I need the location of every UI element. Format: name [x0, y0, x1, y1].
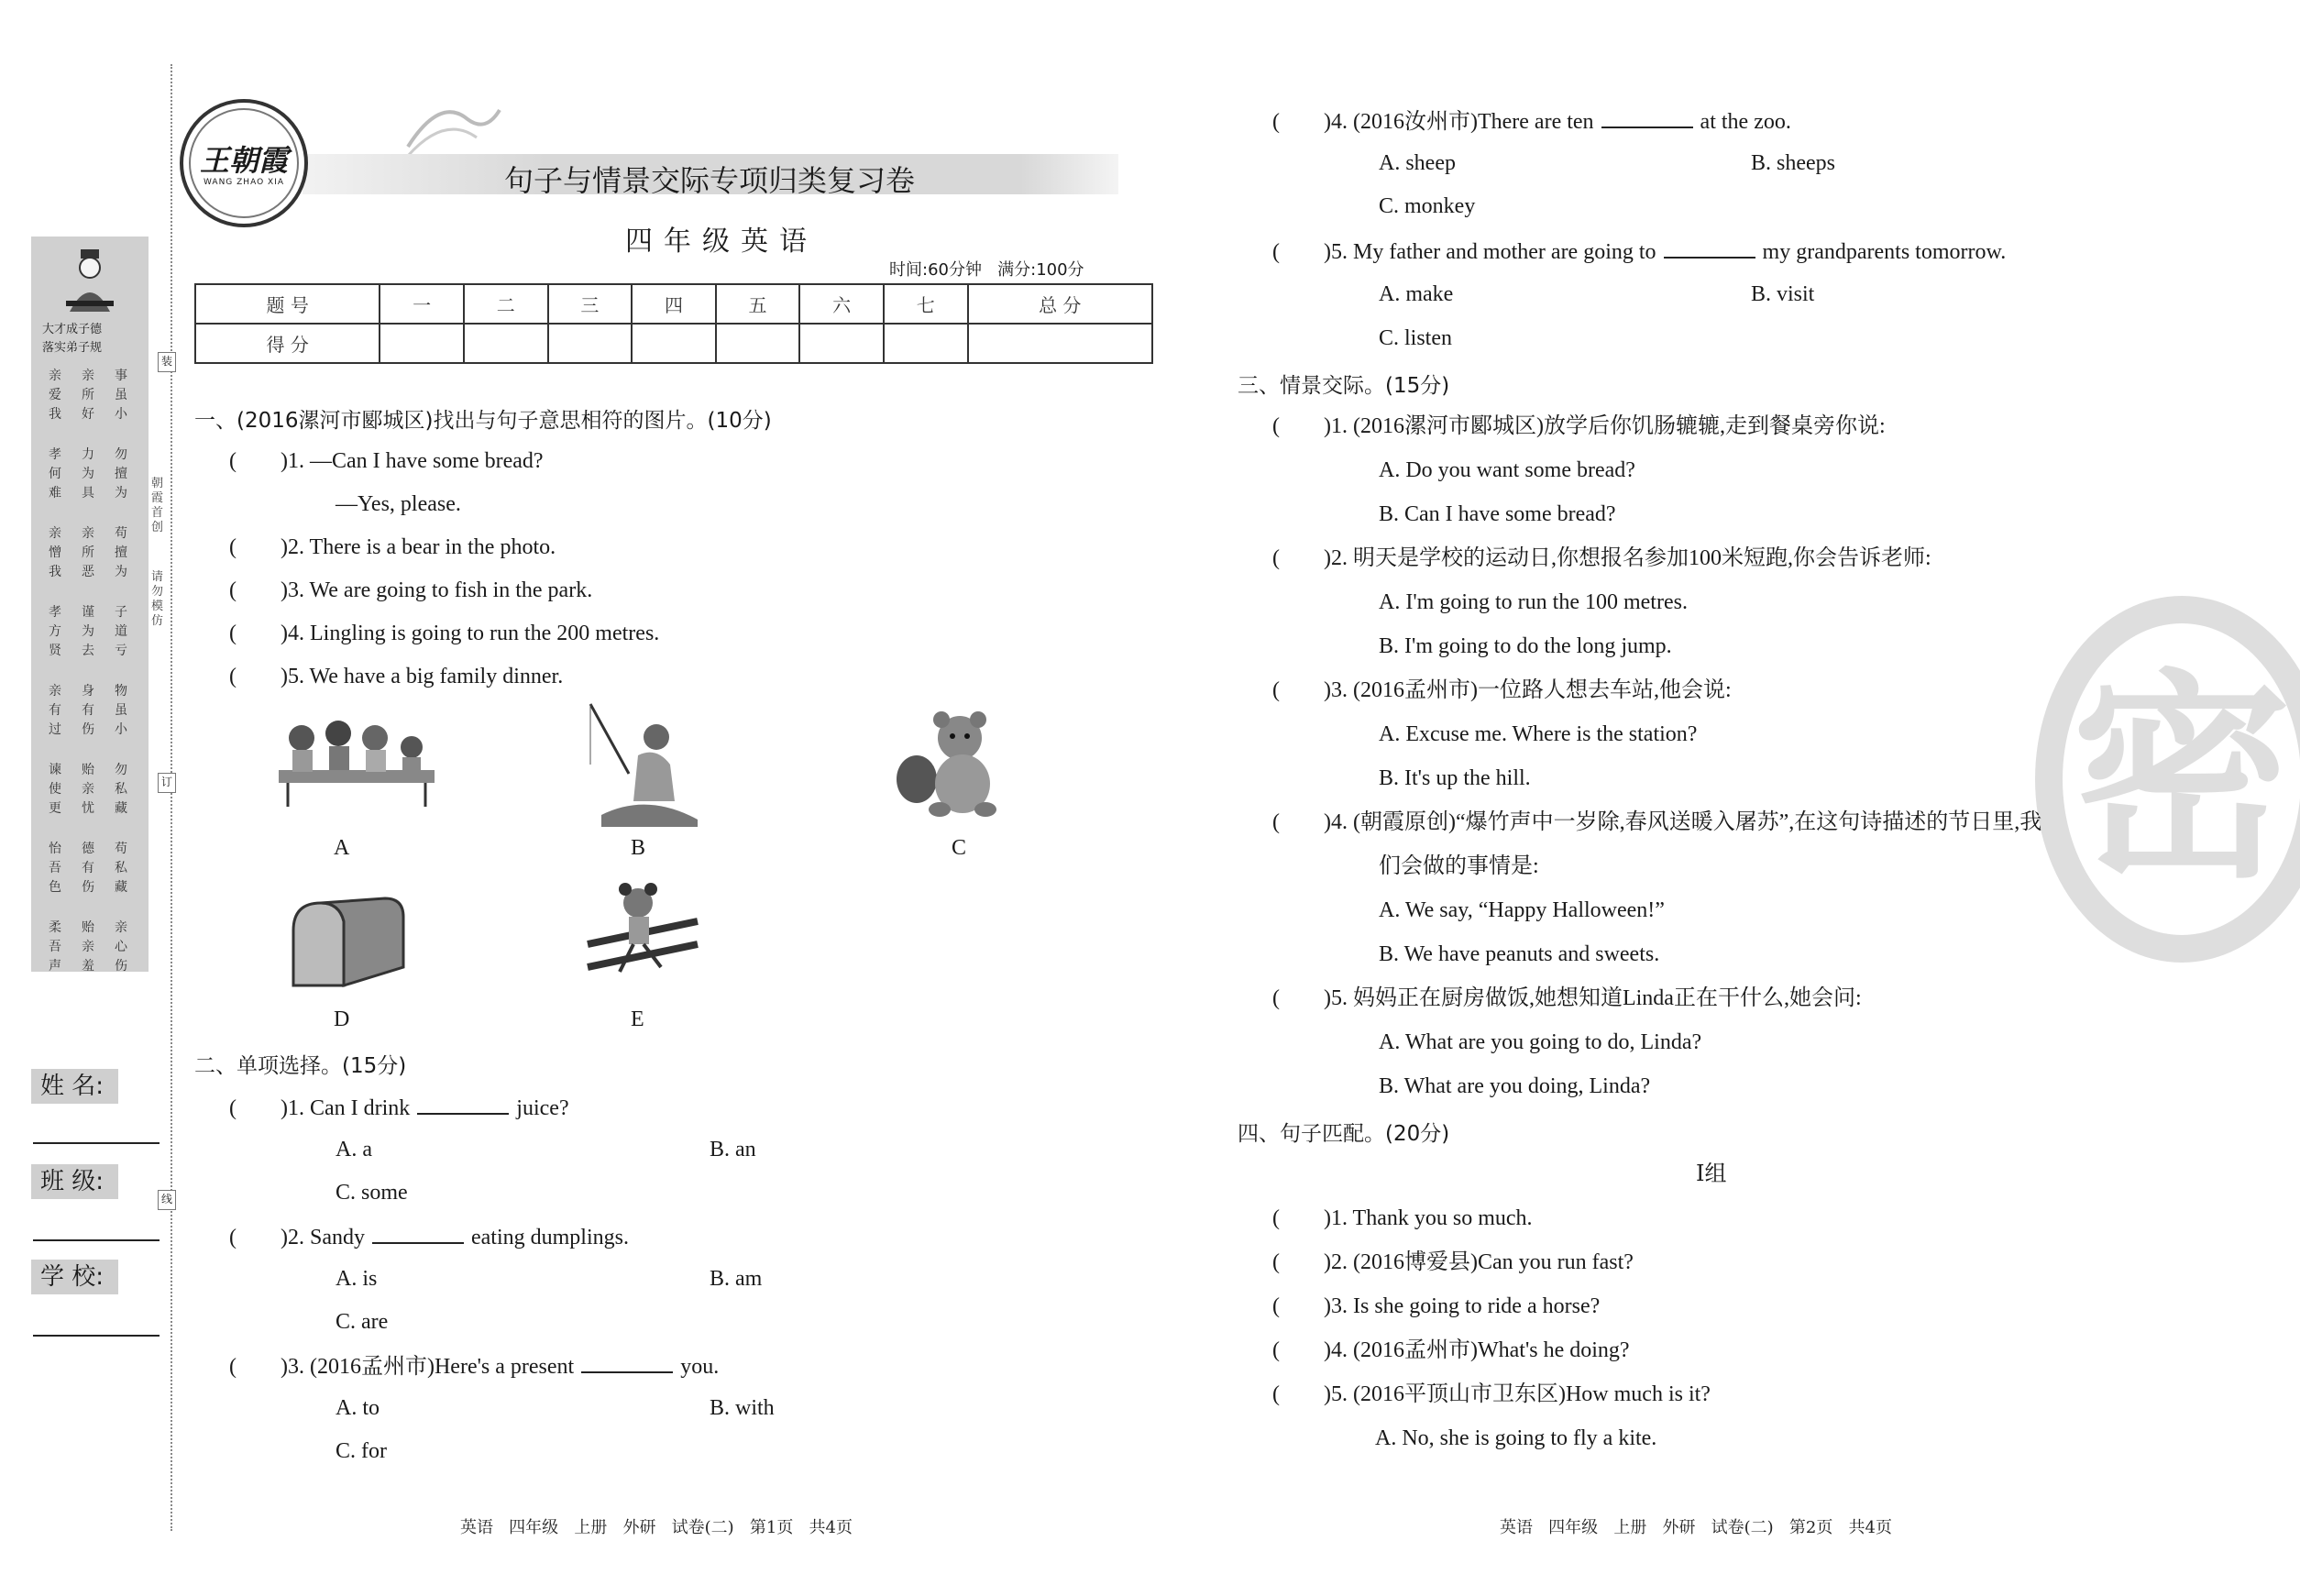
name-field[interactable] [33, 1142, 160, 1144]
group-label: Ⅰ组 [1696, 1162, 1727, 1186]
motto-sidebar [31, 237, 149, 972]
s2-q2-option-b: B. am [710, 1267, 763, 1291]
score-input[interactable] [884, 324, 968, 363]
pic-label-b: B [631, 836, 646, 860]
score-cell: 三 [548, 284, 633, 324]
motto-column: 子道亏 [115, 605, 127, 658]
s3-q2-option-b: B. I'm going to do the long jump. [1379, 634, 1672, 658]
score-cell: 一 [380, 284, 464, 324]
motto-column: 身有伤 [82, 684, 94, 737]
s1-item-1-answer: —Yes, please. [336, 492, 461, 516]
answer-blank[interactable] [581, 1351, 673, 1373]
pic-label-a: A [334, 836, 350, 860]
publisher-logo [180, 99, 308, 227]
motto-column: 勿私藏 [115, 763, 127, 816]
motto-column: 苟擅为 [115, 526, 127, 579]
scholar-figure-icon [62, 248, 117, 316]
score-input[interactable] [968, 324, 1152, 363]
score-cell: 七 [884, 284, 968, 324]
score-cell: 五 [716, 284, 800, 324]
s4-item-1: ( )1. Thank you so much. [1272, 1206, 1533, 1230]
s2-q4: ( )4. (2016汝州市)There are ten at the zoo. [1272, 106, 1791, 136]
school-field[interactable] [33, 1335, 160, 1337]
answer-blank[interactable] [372, 1222, 464, 1244]
motto-column: 亲心伤 [115, 920, 127, 974]
s3-q3-option-b: B. It's up the hill. [1379, 766, 1531, 790]
score-cell: 六 [799, 284, 884, 324]
motto-column: 事虽小 [115, 369, 127, 422]
s2-q4-option-b: B. sheeps [1751, 151, 1835, 175]
s1-item-4: ( )4. Lingling is going to run the 200 metres. [229, 622, 660, 645]
section-1-title: 一、(2016漯河市郾城区)找出与句子意思相符的图片。(10分) [194, 409, 772, 433]
score-header-row [195, 284, 1152, 324]
binding-tick: 装 [158, 352, 176, 372]
s3-q4: ( )4. (朝霞原创)“爆竹声中一岁除,春风送暖入屠苏”,在这句诗描述的节日里,我 [1272, 810, 2042, 834]
section-3-title: 三、情景交际。(15分) [1238, 374, 1450, 398]
section-2-title: 二、单项选择。(15分) [194, 1054, 407, 1078]
school-label: 学 校: [31, 1260, 118, 1294]
score-input[interactable] [464, 324, 548, 363]
motto-column: 力为具 [82, 447, 94, 501]
motto-column: 孝何难 [49, 447, 61, 501]
s3-q4-option-b: B. We have peanuts and sweets. [1379, 942, 1660, 966]
s4-item-5: ( )5. (2016平顶山市卫东区)How much is it? [1272, 1382, 1711, 1406]
binding-tick: 订 [158, 773, 176, 793]
s4-item-4: ( )4. (2016孟州市)What's he doing? [1272, 1338, 1630, 1362]
paper-title: 句子与情景交际专项归类复习卷 [504, 163, 916, 198]
s4-item-2: ( )2. (2016博爱县)Can you run fast? [1272, 1250, 1634, 1274]
motto-column: 谨为去 [82, 605, 94, 658]
pic-label-e: E [631, 1007, 644, 1031]
s2-q5-option-b: B. visit [1751, 282, 1815, 306]
s2-q2: ( )2. Sandy eating dumplings. [229, 1222, 629, 1251]
score-input[interactable] [548, 324, 633, 363]
s3-q5-option-b: B. What are you doing, Linda? [1379, 1074, 1651, 1098]
s1-item-5: ( )5. We have a big family dinner. [229, 665, 564, 688]
footer-right: 英语 四年级 上册 外研 试卷(二) 第2页 共4页 [1500, 1518, 1892, 1537]
s3-q1-option-a: A. Do you want some bread? [1379, 458, 1635, 482]
motto-column: 贻亲忧 [82, 763, 94, 816]
bread-image [284, 894, 408, 995]
s2-q4-option-a: A. sheep [1379, 151, 1456, 175]
motto-head-1: 大才成子德 [42, 323, 103, 336]
s3-q5-option-a: A. What are you going to do, Linda? [1379, 1030, 1702, 1054]
score-table [194, 283, 1153, 364]
pic-label-d: D [334, 1007, 350, 1031]
s4-option-a: A. No, she is going to fly a kite. [1375, 1426, 1657, 1450]
score-cell: 题 号 [195, 284, 380, 324]
s3-q2: ( )2. 明天是学校的运动日,你想报名参加100米短跑,你会告诉老师: [1272, 546, 1931, 570]
pic-label-c: C [952, 836, 967, 860]
s3-q1-option-b: B. Can I have some bread? [1379, 502, 1616, 526]
score-cell: 得 分 [195, 324, 380, 363]
motto-columns [48, 367, 139, 974]
s3-q4-continued: 们会做的事情是: [1379, 854, 1539, 878]
score-cell: 总 分 [968, 284, 1152, 324]
s1-item-3: ( )3. We are going to fish in the park. [229, 578, 593, 602]
motto-head-2: 落实弟子规 [42, 341, 103, 355]
s2-q2-option-a: A. is [336, 1267, 378, 1291]
score-input[interactable] [799, 324, 884, 363]
s2-q3-option-c: C. for [336, 1439, 387, 1463]
s2-q3-option-a: A. to [336, 1396, 380, 1420]
score-cell: 二 [464, 284, 548, 324]
s1-item-1: ( )1. —Can I have some bread? [229, 449, 544, 473]
motto-column: 勿擅为 [115, 447, 127, 501]
s3-q3: ( )3. (2016孟州市)一位路人想去车站,他会说: [1272, 678, 1732, 702]
score-input[interactable] [632, 324, 716, 363]
logo-text: 王朝霞 [199, 143, 288, 178]
s2-q3: ( )3. (2016孟州市)Here's a present you. [229, 1351, 719, 1381]
motto-column: 德有伤 [82, 842, 94, 895]
s2-q1: ( )1. Can I drink juice? [229, 1093, 569, 1122]
score-cell: 四 [632, 284, 716, 324]
motto-column: 亲所好 [82, 369, 94, 422]
class-label: 班 级: [31, 1164, 118, 1199]
s2-q2-option-c: C. are [336, 1310, 389, 1334]
score-input[interactable] [716, 324, 800, 363]
logo-subtext: WANG ZHAO XIA [204, 178, 284, 187]
s3-q1: ( )1. (2016漯河市郾城区)放学后你饥肠辘辘,走到餐桌旁你说: [1272, 414, 1886, 438]
name-label: 姓 名: [31, 1069, 118, 1104]
s2-q1-option-b: B. an [710, 1138, 756, 1161]
fishing-girl-image [583, 700, 702, 829]
score-input[interactable] [380, 324, 464, 363]
binding-tick: 线 [158, 1190, 176, 1210]
section-4-title: 四、句子匹配。(20分) [1238, 1122, 1450, 1146]
s3-q5: ( )5. 妈妈正在厨房做饭,她想知道Linda正在干什么,她会问: [1272, 986, 1862, 1010]
s2-q5: ( )5. My father and mother are going to my grandparents tomorrow. [1272, 237, 2006, 266]
score-value-row [195, 324, 1152, 363]
s2-q3-option-b: B. with [710, 1396, 775, 1420]
s2-q4-option-c: C. monkey [1379, 194, 1476, 218]
s3-q3-option-a: A. Excuse me. Where is the station? [1379, 722, 1698, 746]
motto-column: 亲有过 [49, 684, 61, 737]
motto-column: 贻亲羞 [82, 920, 94, 974]
vertical-note: 朝霞首创 [151, 477, 164, 534]
s2-q5-option-a: A. make [1379, 282, 1454, 306]
watermark-stamp: 密 [2035, 596, 2300, 963]
running-girl-image [583, 880, 702, 990]
motto-column: 柔吾声 [49, 920, 61, 974]
motto-column: 孝方贤 [49, 605, 61, 658]
s3-q2-option-a: A. I'm going to run the 100 metres. [1379, 590, 1688, 614]
motto-column: 亲爱我 [49, 369, 61, 422]
motto-column: 物虽小 [115, 684, 127, 737]
answer-blank[interactable] [1664, 237, 1755, 259]
footer-left: 英语 四年级 上册 外研 试卷(二) 第1页 共4页 [460, 1518, 853, 1537]
motto-column: 亲憎我 [49, 526, 61, 579]
teddy-bear-image [894, 710, 1013, 820]
s2-q5-option-c: C. listen [1379, 326, 1453, 350]
vertical-note-2: 请勿模仿 [151, 570, 164, 628]
motto-column: 亲所恶 [82, 526, 94, 579]
family-dinner-image [270, 706, 444, 816]
s4-item-3: ( )3. Is she going to ride a horse? [1272, 1294, 1601, 1318]
s2-q1-option-a: A. a [336, 1138, 372, 1161]
motto-column: 苟私藏 [115, 842, 127, 895]
paper-subtitle: 四年级英语 [625, 226, 818, 258]
answer-blank[interactable] [1601, 106, 1693, 128]
motto-column: 谏使更 [49, 763, 61, 816]
binding-dotted-line [171, 64, 172, 1531]
s1-item-2: ( )2. There is a bear in the photo. [229, 535, 556, 559]
s2-q1-option-c: C. some [336, 1181, 408, 1205]
motto-column: 怡吾色 [49, 842, 61, 895]
s3-q4-option-a: A. We say, “Happy Halloween!” [1379, 898, 1665, 922]
paper-meta: 时间:60分钟 满分:100分 [889, 260, 1084, 280]
answer-blank[interactable] [417, 1093, 509, 1115]
class-field[interactable] [33, 1239, 160, 1241]
